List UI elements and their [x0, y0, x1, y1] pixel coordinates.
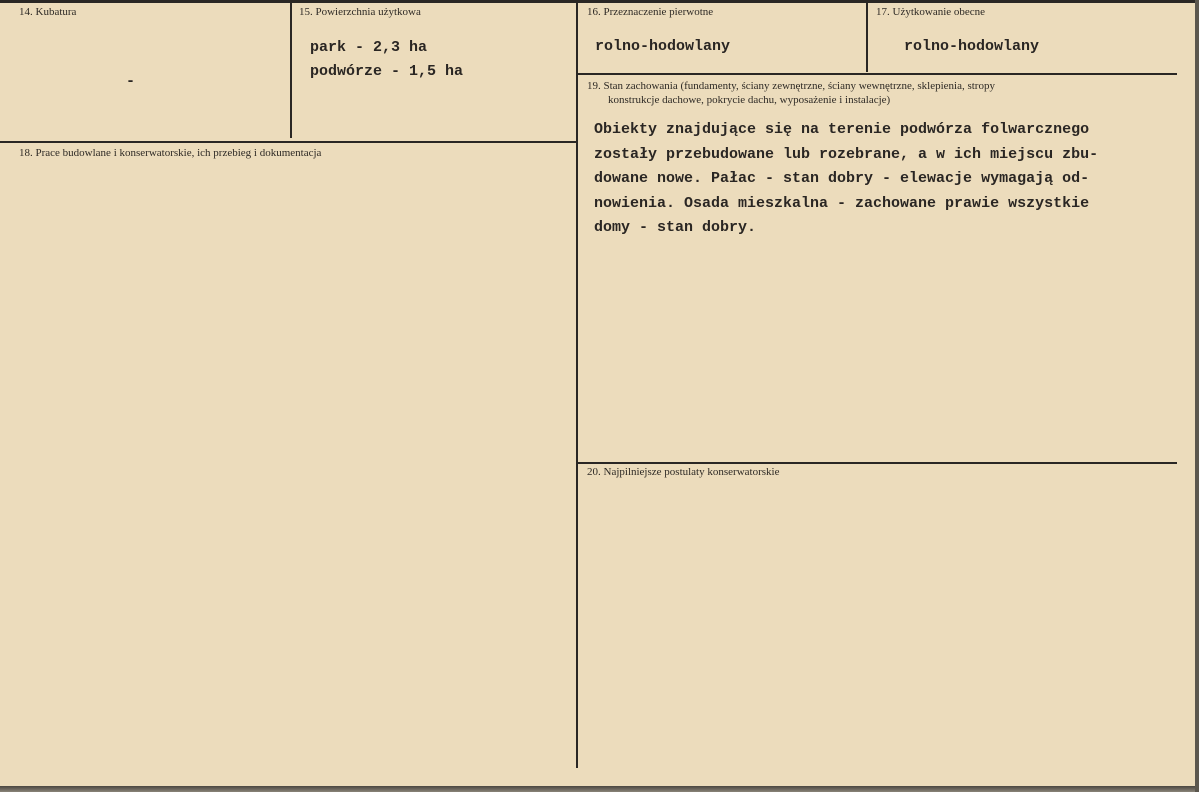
- divider-left-right: [576, 2, 578, 768]
- field-19-line-5: domy - stan dobry.: [594, 219, 757, 236]
- field-18-label: 18. Prace budowlane i konserwatorskie, ich przebieg i dokumentacja: [19, 147, 322, 159]
- field-19-label-line-2: konstrukcje dachowe, pokrycie dachu, wyposażenie i instalacje): [608, 94, 891, 106]
- rule-above-20: [577, 462, 1177, 464]
- rule-above-19: [577, 73, 1177, 75]
- scan-right-edge: [1195, 0, 1199, 792]
- field-16-label: 16. Przeznaczenie pierwotne: [587, 6, 714, 18]
- field-19-line-3: dowane nowe. Pałac - stan dobry - elewacje wymagają od-: [594, 170, 1090, 187]
- field-20-label: 20. Najpilniejsze postulaty konserwatorskie: [587, 466, 780, 478]
- divider-16-17: [866, 2, 868, 72]
- scan-bottom-edge: [0, 786, 1199, 792]
- divider-14-15: [290, 2, 292, 138]
- field-19-label-line-1: 19. Stan zachowania (fundamenty, ściany zewnętrzne, ściany wewnętrzne, sklepienia, stropy: [587, 80, 995, 92]
- field-15-line-2: podwórze - 1,5 ha: [310, 63, 464, 80]
- field-19-line-4: nowienia. Osada mieszkalna - zachowane prawie wszystkie: [594, 194, 1090, 212]
- field-15-line-1: park - 2,3 ha: [310, 39, 428, 56]
- field-15-label: 15. Powierzchnia użytkowa: [299, 6, 421, 18]
- field-14-label: 14. Kubatura: [19, 6, 77, 18]
- field-14-value: -: [126, 73, 136, 90]
- field-19-text: [594, 118, 1098, 241]
- field-19-line-2: zostały przebudowane lub rozebrane, a w ich miejscu zbu-: [594, 145, 1099, 163]
- rule-above-18: [0, 141, 577, 143]
- top-border-line: [0, 0, 1199, 3]
- field-19-line-1: Obiekty znajdujące się na terenie podwórza folwarcznego: [594, 121, 1090, 138]
- field-16-value: rolno-hodowlany: [595, 38, 731, 55]
- field-17-label: 17. Użytkowanie obecne: [876, 6, 986, 18]
- field-17-value: rolno-hodowlany: [904, 38, 1040, 55]
